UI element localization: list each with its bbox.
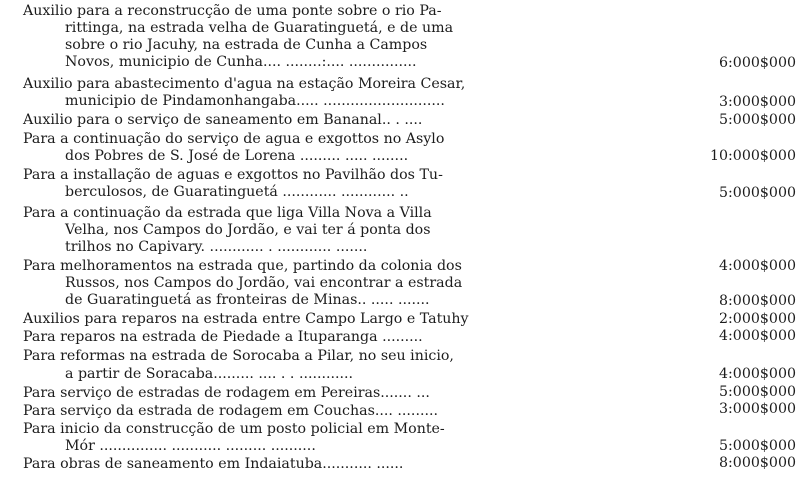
entry-amount: 3:000$000 [719, 401, 796, 417]
entry-line: a partir de Soracaba......... .... . . ............ [65, 366, 354, 382]
entry-line: de Guaratinguetá as fronteiras de Minas.. ..... ....... [65, 292, 430, 308]
entry-amount: 6:000$000 [719, 55, 796, 71]
entry-amount: 8:000$000 [719, 293, 796, 309]
entry-line: Para inicio da construcção de um posto policial em Monte- [23, 421, 445, 437]
entry-amount: 5:000$000 [719, 112, 796, 128]
entry-amount: 5:000$000 [719, 185, 796, 201]
entry-amount: 5:000$000 [719, 384, 796, 400]
entry-line: Auxilio para o serviço de saneamento em Bananal.. . .... [23, 112, 423, 128]
entry-line: Novos, municipio de Cunha.... ........:.... ............... [65, 54, 417, 70]
entry-line: Mór ............... ........... ......... .......... [65, 438, 316, 454]
entry-line: Para a installação de aguas e exgottos no Pavilhão dos Tu- [23, 167, 443, 183]
entry-amount: 10:000$000 [709, 148, 796, 164]
entry-line: Para serviço de estradas de rodagem em Pereiras....... ... [23, 385, 430, 401]
entry-amount: 8:000$000 [719, 455, 796, 471]
entry-line: Russos, nos Campos do Jordão, vai encontrar a estrada [65, 275, 463, 291]
entry-amount: 4:000$000 [719, 328, 796, 344]
entry-line: Auxilio para abastecimento d'agua na estação Moreira Cesar, [23, 76, 466, 92]
entry-line: berculosos, de Guaratinguetá ............ ............ .. [65, 184, 409, 200]
entry-line: rittinga, na estrada velha de Guaratinguetá, e de uma [65, 20, 454, 36]
entry-line: municipio de Pindamonhangaba..... ........................... [65, 93, 445, 109]
entry-line: Auxilio para a reconstrucção de uma ponte sobre o rio Pa- [23, 3, 442, 19]
entry-amount: 4:000$000 [719, 258, 796, 274]
entry-line: Para obras de saneamento em Indaiatuba........... ...... [23, 456, 404, 472]
entry-line: Para a continuação da estrada que liga Villa Nova a Villa [23, 205, 432, 221]
entry-line: Para a continuação do serviço de agua e exgottos no Asylo [23, 131, 445, 147]
entry-line: Velha, nos Campos do Jordão, e vai ter á ponta dos [65, 222, 431, 238]
entry-amount: 3:000$000 [719, 94, 796, 110]
entry-amount: 2:000$000 [719, 311, 796, 327]
entry-line: Para melhoramentos na estrada que, partindo da colonia dos [23, 258, 462, 274]
entry-line: Auxilios para reparos na estrada entre Campo Largo e Tatuhy [23, 311, 469, 327]
entry-line: Para serviço da estrada de rodagem em Couchas.... ......... [23, 403, 438, 419]
entry-line: Para reformas na estrada de Sorocaba a Pilar, no seu inicio, [23, 348, 454, 364]
entry-amount: 5:000$000 [719, 438, 796, 454]
entry-line: trilhos no Capivary. ............ . ............ ....... [65, 239, 368, 255]
entry-line: sobre o rio Jacuhy, na estrada de Cunha a Campos [65, 37, 428, 53]
entry-line: Para reparos na estrada de Piedade a Ituparanga ......... [23, 329, 423, 345]
entry-amount: 4:000$000 [719, 366, 796, 382]
entry-line: dos Pobres de S. José de Lorena ......... ..... ........ [65, 148, 409, 164]
